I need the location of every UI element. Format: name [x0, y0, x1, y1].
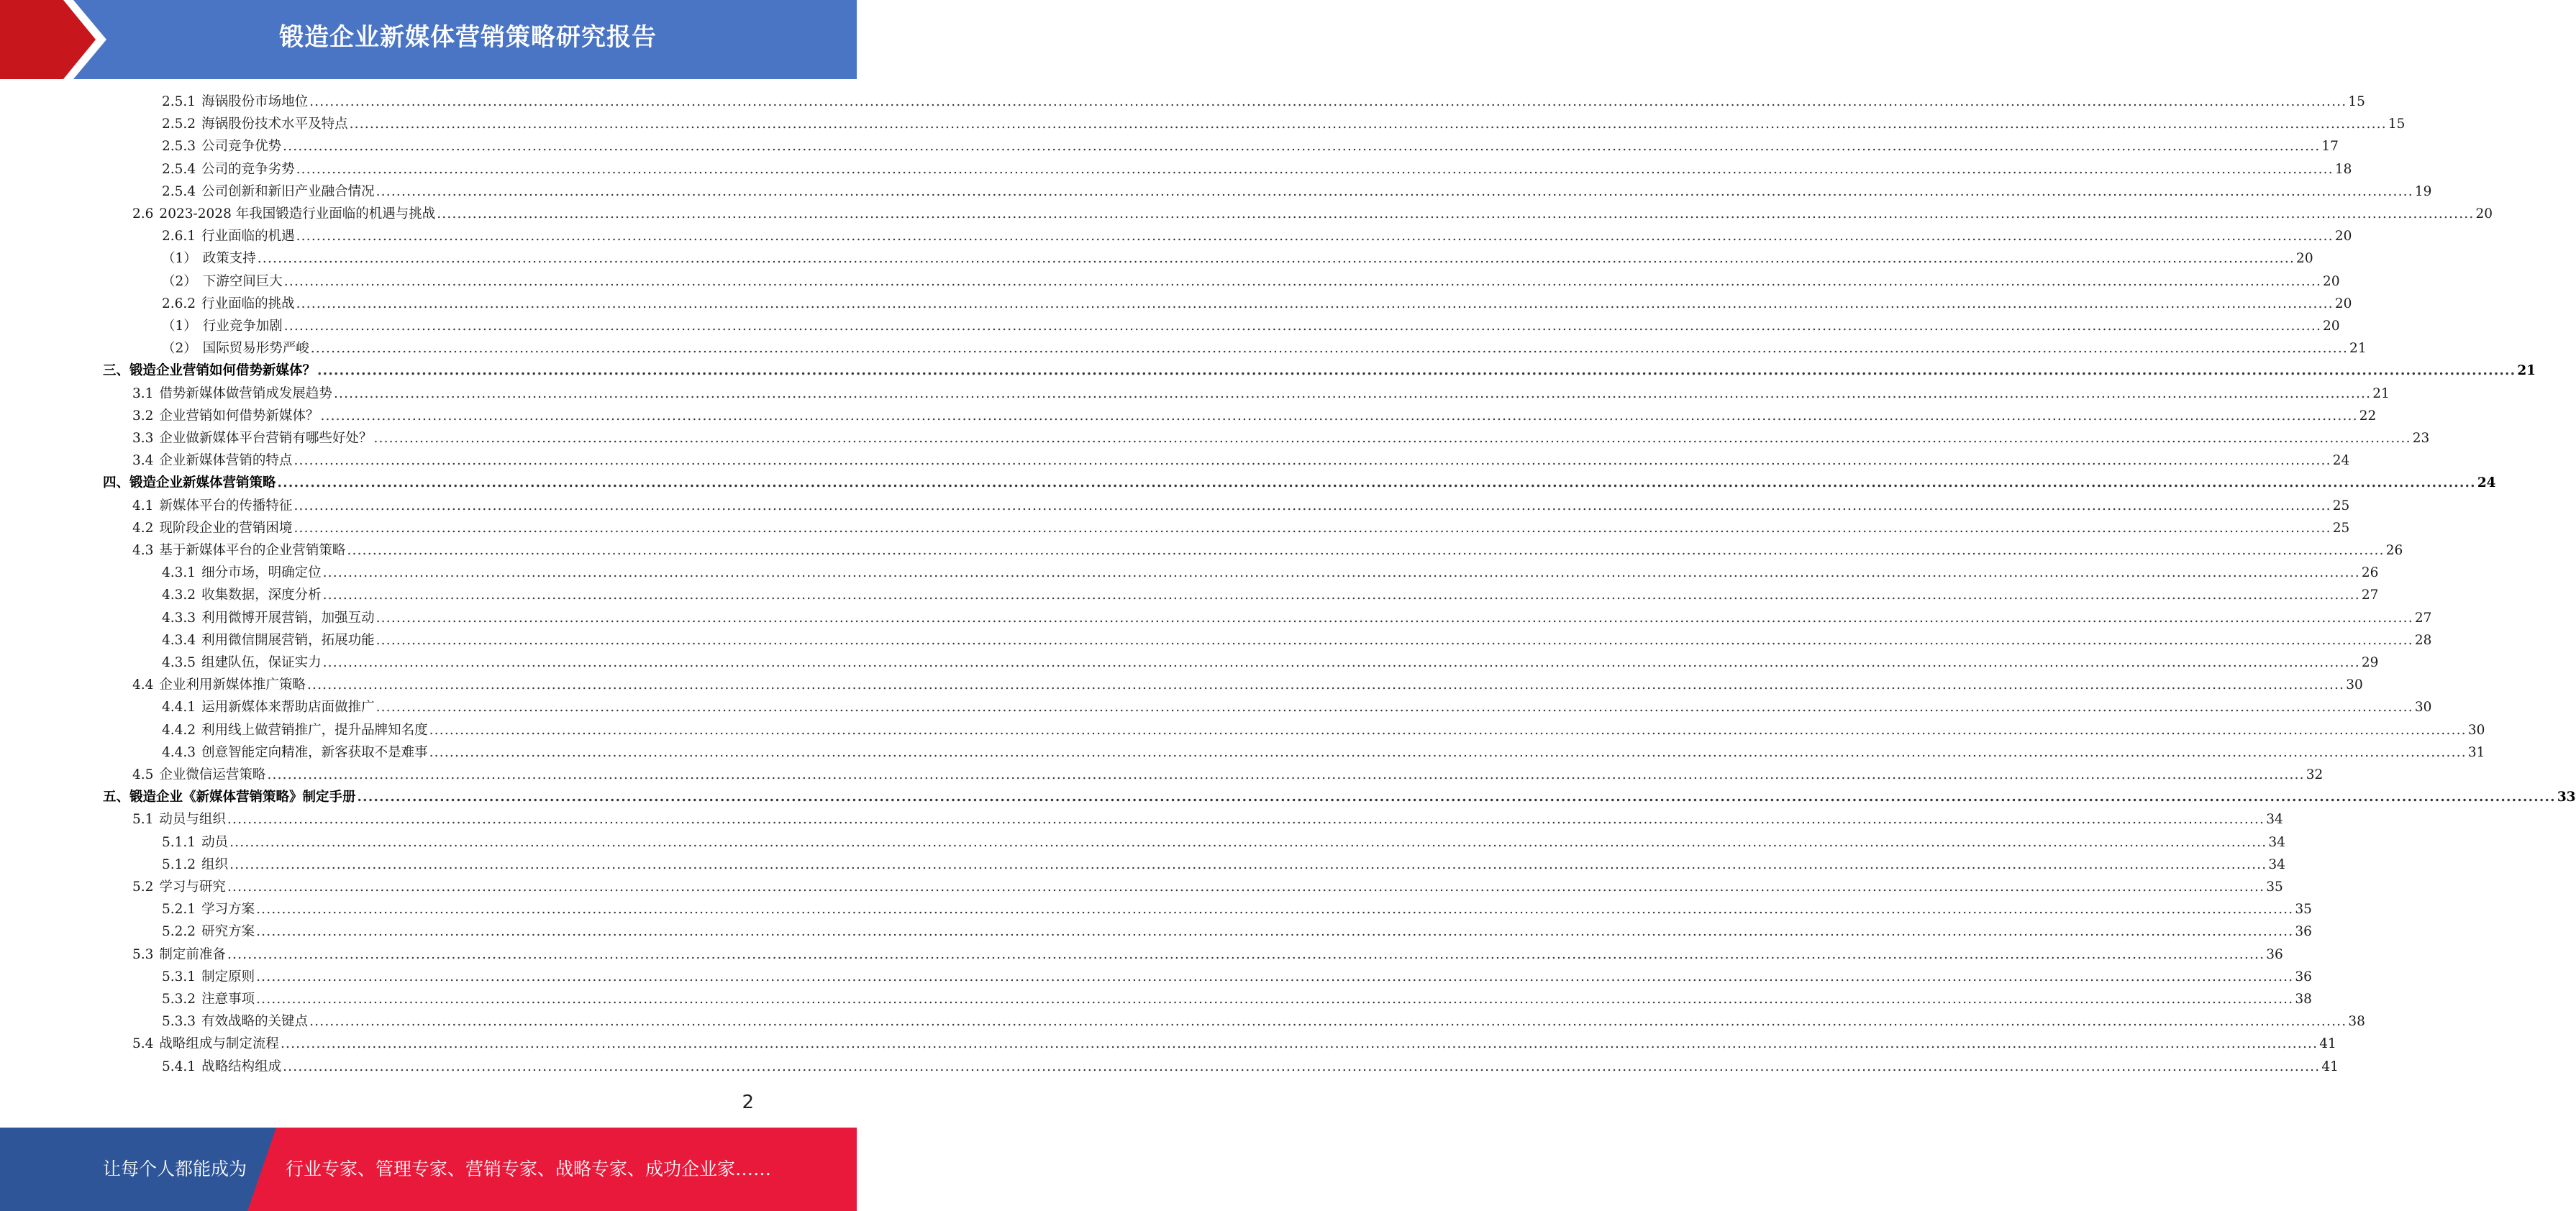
toc-entry-title: 锻造企业营销如何借势新媒体？ [129, 363, 317, 379]
toc-entry-title: 公司的竞争劣势 [201, 161, 295, 177]
toc-entry-number: 3.1 [132, 385, 154, 401]
toc-entry-page: 20 [2334, 229, 2352, 245]
toc-entry-number: 5.3.1 [162, 969, 196, 984]
toc-entry-page: 20 [2323, 273, 2340, 289]
toc-entry-title: 海锅股份市场地位 [201, 94, 309, 109]
toc-entry-title: 有效战略的关键点 [201, 1014, 309, 1030]
toc-dot-leader: ................................................................................................................................................................................................................................................................................................................................................................................................................ [256, 969, 2294, 984]
toc-entry-title: 公司创新和新旧产业融合情况 [201, 183, 375, 199]
toc-entry-number: 2.5.1 [162, 94, 196, 109]
toc-entry-title: 细分市场，明确定位 [201, 565, 322, 581]
toc-dot-leader: ................................................................................................................................................................................................................................................................................................................................................................................................................ [310, 341, 2349, 357]
toc-entry-number: 4.4.2 [162, 722, 196, 738]
toc-entry-title: 收集数据，深度分析 [201, 588, 322, 603]
toc-entry[interactable] [132, 764, 2324, 787]
toc-dot-leader: ................................................................................................................................................................................................................................................................................................................................................................................................................ [293, 520, 2331, 536]
toc-entry-page: 25 [2332, 498, 2350, 513]
toc-entry-number: 5.4.1 [162, 1059, 196, 1074]
toc-entry-number: 五、 [103, 790, 130, 805]
toc-entry-title: 现阶段企业的营销困境 [159, 520, 293, 536]
toc-dot-leader: ................................................................................................................................................................................................................................................................................................................................................................................................................ [256, 924, 2294, 940]
toc-entry-number: （2） [162, 341, 197, 357]
toc-entry-title: 企业微信运营策略 [159, 767, 266, 782]
toc-dot-leader: ................................................................................................................................................................................................................................................................................................................................................................................................................ [227, 879, 2265, 895]
toc-dot-leader: ................................................................................................................................................................................................................................................................................................................................................................................................................ [256, 902, 2294, 918]
toc-entry-page: 35 [2295, 902, 2312, 918]
footer-slogan-right: 行业专家、管理专家、营销专家、战略专家、成功企业家…… [286, 1159, 772, 1179]
toc-dot-leader: ................................................................................................................................................................................................................................................................................................................................................................................................................ [277, 475, 2476, 491]
toc-dot-leader: ................................................................................................................................................................................................................................................................................................................................................................................................................ [333, 385, 2372, 401]
toc-entry-page: 29 [2361, 655, 2379, 670]
toc-entry-page: 22 [2359, 408, 2377, 424]
toc-dot-leader: ................................................................................................................................................................................................................................................................................................................................................................................................................ [293, 498, 2331, 513]
toc-entry-title: 利用微博开展营销，加强互动 [201, 610, 375, 626]
toc-dot-leader: ................................................................................................................................................................................................................................................................................................................................................................................................................ [283, 273, 2322, 289]
toc-entry-number: 5.3 [132, 946, 154, 962]
toc-entry-number: 4.1 [132, 498, 154, 513]
toc-entry-number: 5.3.2 [162, 992, 196, 1007]
toc-entry-title: 制定原则 [201, 969, 255, 984]
toc-entry-number: 4.5 [132, 767, 154, 782]
toc-entry-number: 2.5.4 [162, 161, 196, 177]
toc-dot-leader: ................................................................................................................................................................................................................................................................................................................................................................................................................ [347, 543, 2385, 558]
toc-dot-leader: ................................................................................................................................................................................................................................................................................................................................................................................................................ [317, 363, 2516, 379]
toc-entry-page: 30 [2346, 677, 2363, 693]
toc-entry[interactable] [132, 675, 2363, 697]
toc-entry[interactable] [162, 720, 2485, 742]
toc-entry-title: 利用微信開展营销，拓展功能 [201, 632, 375, 648]
toc-entry-title: 企业做新媒体平台营销有哪些好处？ [159, 431, 373, 446]
toc-entry-page: 38 [2295, 992, 2312, 1007]
toc-entry-title: 学习方案 [201, 902, 255, 918]
toc-dot-leader: ................................................................................................................................................................................................................................................................................................................................................................................................................ [376, 700, 2413, 716]
toc-entry-page: 15 [2348, 94, 2365, 109]
toc-entry-number: 5.1.2 [162, 856, 196, 872]
toc-entry-title: 下游空间巨大 [202, 273, 283, 289]
toc-entry-title: 战略组成与制定流程 [159, 1036, 279, 1052]
toc-entry-number: 5.1.1 [162, 834, 196, 850]
toc-entry-page: 20 [2323, 319, 2340, 334]
toc-entry-title: 政策支持 [202, 251, 256, 267]
toc-entry-title: 借势新媒体做营销成发展趋势 [159, 385, 332, 401]
toc-entry[interactable] [162, 899, 2312, 921]
toc-entry-number: 3.4 [132, 453, 154, 469]
toc-entry-page: 21 [2349, 341, 2367, 357]
report-title: 锻造企业新媒体营销策略研究报告 [279, 23, 657, 52]
toc-entry[interactable] [162, 742, 2485, 764]
toc-entry-number: 4.3.1 [162, 565, 196, 581]
toc-entry-page: 36 [2295, 969, 2312, 984]
toc-dot-leader: ................................................................................................................................................................................................................................................................................................................................................................................................................ [293, 453, 2331, 469]
toc-entry-page: 27 [2414, 610, 2432, 626]
toc-entry[interactable] [162, 854, 2285, 877]
toc-dot-leader: ................................................................................................................................................................................................................................................................................................................................................................................................................ [320, 408, 2358, 424]
toc-entry[interactable] [132, 809, 2283, 831]
toc-dot-leader: ................................................................................................................................................................................................................................................................................................................................................................................................................ [227, 812, 2265, 828]
toc-entry-page: 34 [2268, 856, 2285, 872]
toc-dot-leader: ................................................................................................................................................................................................................................................................................................................................................................................................................ [349, 116, 2387, 132]
toc-entry-number: 3.3 [132, 431, 154, 446]
toc-entry[interactable] [162, 91, 2365, 114]
toc-entry[interactable] [162, 652, 2379, 675]
toc-entry-page: 18 [2334, 161, 2352, 177]
toc-dot-leader: ................................................................................................................................................................................................................................................................................................................................................................................................................ [227, 946, 2265, 962]
toc-entry-number: （1） [162, 319, 197, 334]
toc-entry-title: 组建队伍，保证实力 [201, 655, 322, 670]
toc-entry[interactable] [162, 114, 2406, 136]
toc-dot-leader: ................................................................................................................................................................................................................................................................................................................................................................................................................ [376, 610, 2413, 626]
toc-entry[interactable] [103, 360, 2536, 383]
toc-entry[interactable] [162, 585, 2379, 607]
toc-entry[interactable] [162, 159, 2352, 181]
toc-entry[interactable] [162, 136, 2339, 158]
toc-entry[interactable] [162, 271, 2340, 293]
toc-entry-title: 2023-2028 年我国锻造行业面临的机遇与挑战 [159, 206, 436, 221]
toc-entry-page: 24 [2332, 453, 2350, 469]
toc-entry-page: 35 [2266, 879, 2283, 895]
toc-entry-number: 2.5.2 [162, 116, 196, 132]
toc-dot-leader: ................................................................................................................................................................................................................................................................................................................................................................................................................ [296, 296, 2334, 311]
toc-entry-page: 30 [2467, 722, 2485, 738]
toc-entry-page: 31 [2467, 744, 2485, 760]
toc-dot-leader: ................................................................................................................................................................................................................................................................................................................................................................................................................ [256, 992, 2294, 1007]
toc-dot-leader: ................................................................................................................................................................................................................................................................................................................................................................................................................ [376, 183, 2413, 199]
toc-dot-leader: ................................................................................................................................................................................................................................................................................................................................................................................................................ [257, 251, 2295, 267]
toc-dot-leader: ................................................................................................................................................................................................................................................................................................................................................................................................................ [437, 206, 2475, 221]
toc-dot-leader: ................................................................................................................................................................................................................................................................................................................................................................................................................ [322, 588, 2360, 603]
toc-dot-leader: ................................................................................................................................................................................................................................................................................................................................................................................................................ [296, 161, 2334, 177]
toc-entry-number: 4.3.2 [162, 588, 196, 603]
toc-entry-title: 动员 [201, 834, 229, 850]
toc-dot-leader: ................................................................................................................................................................................................................................................................................................................................................................................................................ [429, 722, 2467, 738]
toc-entry-page: 38 [2348, 1014, 2365, 1030]
toc-entry[interactable] [162, 248, 2313, 270]
toc-entry-number: 2.6.2 [162, 296, 196, 311]
toc-entry[interactable] [162, 316, 2340, 338]
toc-dot-leader: ................................................................................................................................................................................................................................................................................................................................................................................................................ [309, 94, 2347, 109]
toc-entry-title: 动员与组织 [159, 812, 226, 828]
toc-entry-title: 海锅股份技术水平及特点 [201, 116, 348, 132]
toc-entry-page: 21 [2517, 363, 2536, 379]
toc-entry[interactable] [162, 832, 2285, 854]
toc-entry[interactable] [162, 608, 2432, 630]
toc-dot-leader: ................................................................................................................................................................................................................................................................................................................................................................................................................ [229, 856, 2267, 872]
toc-dot-leader: ................................................................................................................................................................................................................................................................................................................................................................................................................ [283, 1059, 2321, 1074]
toc-dot-leader: ................................................................................................................................................................................................................................................................................................................................................................................................................ [357, 790, 2556, 805]
toc-entry-title: 战略结构组成 [201, 1059, 282, 1074]
toc-entry-number: 5.4 [132, 1036, 154, 1052]
toc-entry-page: 36 [2266, 946, 2283, 962]
toc-entry-page: 32 [2306, 767, 2324, 782]
toc-entry-page: 41 [2321, 1059, 2339, 1074]
toc-entry-title: 运用新媒体来帮助店面做推广 [201, 700, 375, 716]
toc-entry-number: 2.6.1 [162, 229, 196, 245]
toc-entry[interactable] [132, 1033, 2336, 1056]
toc-entry[interactable] [132, 944, 2283, 966]
toc-entry-number: 三、 [103, 363, 130, 379]
toc-entry[interactable] [162, 630, 2432, 652]
toc-entry-number: 2.5.3 [162, 139, 196, 155]
toc-entry-number: 4.4.3 [162, 744, 196, 760]
toc-entry-page: 20 [2334, 296, 2352, 311]
toc-dot-leader: ................................................................................................................................................................................................................................................................................................................................................................................................................ [373, 431, 2411, 446]
toc-entry-title: 组织 [201, 856, 229, 872]
toc-entry[interactable] [132, 383, 2390, 406]
toc-entry[interactable] [132, 518, 2350, 540]
toc-entry-number: 5.2.1 [162, 902, 196, 918]
toc-entry-page: 23 [2412, 431, 2430, 446]
toc-entry-title: 企业营销如何借势新媒体？ [159, 408, 319, 424]
toc-entry-number: 2.5.4 [162, 183, 196, 199]
toc-entry[interactable] [132, 877, 2283, 899]
toc-entry-title: 公司竞争优势 [201, 139, 282, 155]
toc-entry-page: 24 [2477, 475, 2496, 491]
toc-entry-title: 学习与研究 [159, 879, 226, 895]
toc-dot-leader: ................................................................................................................................................................................................................................................................................................................................................................................................................ [322, 655, 2360, 670]
toc-entry-number: （2） [162, 273, 197, 289]
toc-entry-page: 30 [2414, 700, 2432, 716]
toc-dot-leader: ................................................................................................................................................................................................................................................................................................................................................................................................................ [322, 565, 2360, 581]
toc-entry-title: 基于新媒体平台的企业营销策略 [159, 543, 346, 558]
toc-entry[interactable] [132, 204, 2493, 226]
toc-entry[interactable] [162, 562, 2379, 585]
toc-entry-number: （1） [162, 251, 197, 267]
toc-entry-number: 5.3.3 [162, 1014, 196, 1030]
toc-dot-leader: ................................................................................................................................................................................................................................................................................................................................................................................................................ [229, 834, 2267, 850]
toc-entry-page: 28 [2414, 632, 2432, 648]
toc-entry-title: 行业面临的机遇 [201, 229, 295, 245]
toc-entry-page: 34 [2268, 834, 2285, 850]
toc-entry[interactable] [103, 787, 2576, 809]
toc-entry[interactable] [162, 338, 2367, 360]
toc-entry-number: 2.6 [132, 206, 154, 221]
toc-entry-title: 锻造企业新媒体营销策略 [129, 475, 276, 491]
toc-entry-page: 15 [2388, 116, 2406, 132]
toc-entry-title: 创意智能定向精准，新客获取不是难事 [201, 744, 428, 760]
toc-entry-number: 4.4 [132, 677, 154, 693]
toc-dot-leader: ................................................................................................................................................................................................................................................................................................................................................................................................................ [309, 1014, 2347, 1030]
toc-dot-leader: ................................................................................................................................................................................................................................................................................................................................................................................................................ [283, 319, 2322, 334]
toc-entry[interactable] [132, 406, 2377, 428]
toc-entry-page: 21 [2372, 385, 2390, 401]
toc-dot-leader: ................................................................................................................................................................................................................................................................................................................................................................................................................ [283, 139, 2321, 155]
toc-dot-leader: ................................................................................................................................................................................................................................................................................................................................................................................................................ [429, 744, 2467, 760]
toc-entry-page: 27 [2361, 588, 2379, 603]
toc-entry-title: 制定前准备 [159, 946, 226, 962]
toc-entry-title: 注意事项 [201, 992, 255, 1007]
toc-entry[interactable] [132, 540, 2403, 562]
toc-entry-title: 国际贸易形势严峻 [202, 341, 309, 357]
toc-dot-leader: ................................................................................................................................................................................................................................................................................................................................................................................................................ [296, 229, 2334, 245]
toc-entry[interactable] [162, 181, 2432, 204]
toc-entry[interactable] [162, 966, 2312, 989]
toc-entry[interactable] [162, 921, 2312, 943]
toc-entry-title: 新媒体平台的传播特征 [159, 498, 293, 513]
toc-entry-page: 41 [2319, 1036, 2336, 1052]
toc-dot-leader: ................................................................................................................................................................................................................................................................................................................................................................................................................ [280, 1036, 2318, 1052]
toc-entry-number: 四、 [103, 475, 130, 491]
toc-dot-leader: ................................................................................................................................................................................................................................................................................................................................................................................................................ [306, 677, 2345, 693]
toc-entry[interactable] [162, 989, 2312, 1011]
toc-entry-page: 26 [2361, 565, 2379, 581]
toc-entry-title: 行业竞争加剧 [202, 319, 283, 334]
toc-entry-page: 17 [2321, 139, 2339, 155]
toc-entry-title: 行业面临的挑战 [201, 296, 295, 311]
toc-entry[interactable] [103, 472, 2496, 495]
toc-entry-page: 20 [2475, 206, 2493, 221]
toc-entry-page: 19 [2414, 183, 2432, 199]
toc-entry-number: 4.3.3 [162, 610, 196, 626]
page-footer [0, 1128, 857, 1211]
toc-entry-number: 4.3 [132, 543, 154, 558]
toc-entry-number: 4.3.4 [162, 632, 196, 648]
toc-entry-title: 企业新媒体营销的特点 [159, 453, 293, 469]
toc-entry-title: 锻造企业《新媒体营销策略》制定手册 [129, 790, 356, 805]
toc-entry-page: 20 [2296, 251, 2313, 267]
toc-entry-title: 企业利用新媒体推广策略 [159, 677, 306, 693]
toc-entry-page: 36 [2295, 924, 2312, 940]
toc-entry-title: 研究方案 [201, 924, 255, 940]
toc-entry[interactable] [162, 1056, 2339, 1079]
page-header [0, 0, 857, 79]
toc-entry-page: 26 [2385, 543, 2403, 558]
footer-slogan-left: 让每个人都能成为 [103, 1159, 247, 1179]
toc-entry-page: 34 [2266, 812, 2283, 828]
toc-entry-page: 25 [2332, 520, 2350, 536]
toc-entry[interactable] [132, 428, 2430, 450]
toc-entry[interactable] [132, 495, 2350, 518]
toc-entry-title: 利用线上做营销推广，提升品牌知名度 [201, 722, 428, 738]
toc-entry-number: 4.4.1 [162, 700, 196, 716]
toc-entry[interactable] [162, 1011, 2365, 1033]
toc-dot-leader: ................................................................................................................................................................................................................................................................................................................................................................................................................ [376, 632, 2413, 648]
toc-entry[interactable] [162, 226, 2352, 248]
toc-entry-number: 4.2 [132, 520, 154, 536]
toc-entry-page: 33 [2557, 790, 2576, 805]
toc-entry-number: 4.3.5 [162, 655, 196, 670]
toc-entry[interactable] [162, 697, 2432, 719]
toc-entry-number: 5.2 [132, 879, 154, 895]
toc-dot-leader: ................................................................................................................................................................................................................................................................................................................................................................................................................ [267, 767, 2305, 782]
toc-entry-number: 5.1 [132, 812, 154, 828]
toc-entry-number: 3.2 [132, 408, 154, 424]
toc-entry-number: 5.2.2 [162, 924, 196, 940]
page-number: 2 [742, 1092, 754, 1113]
toc-entry[interactable] [132, 450, 2350, 472]
toc-entry[interactable] [162, 293, 2352, 316]
